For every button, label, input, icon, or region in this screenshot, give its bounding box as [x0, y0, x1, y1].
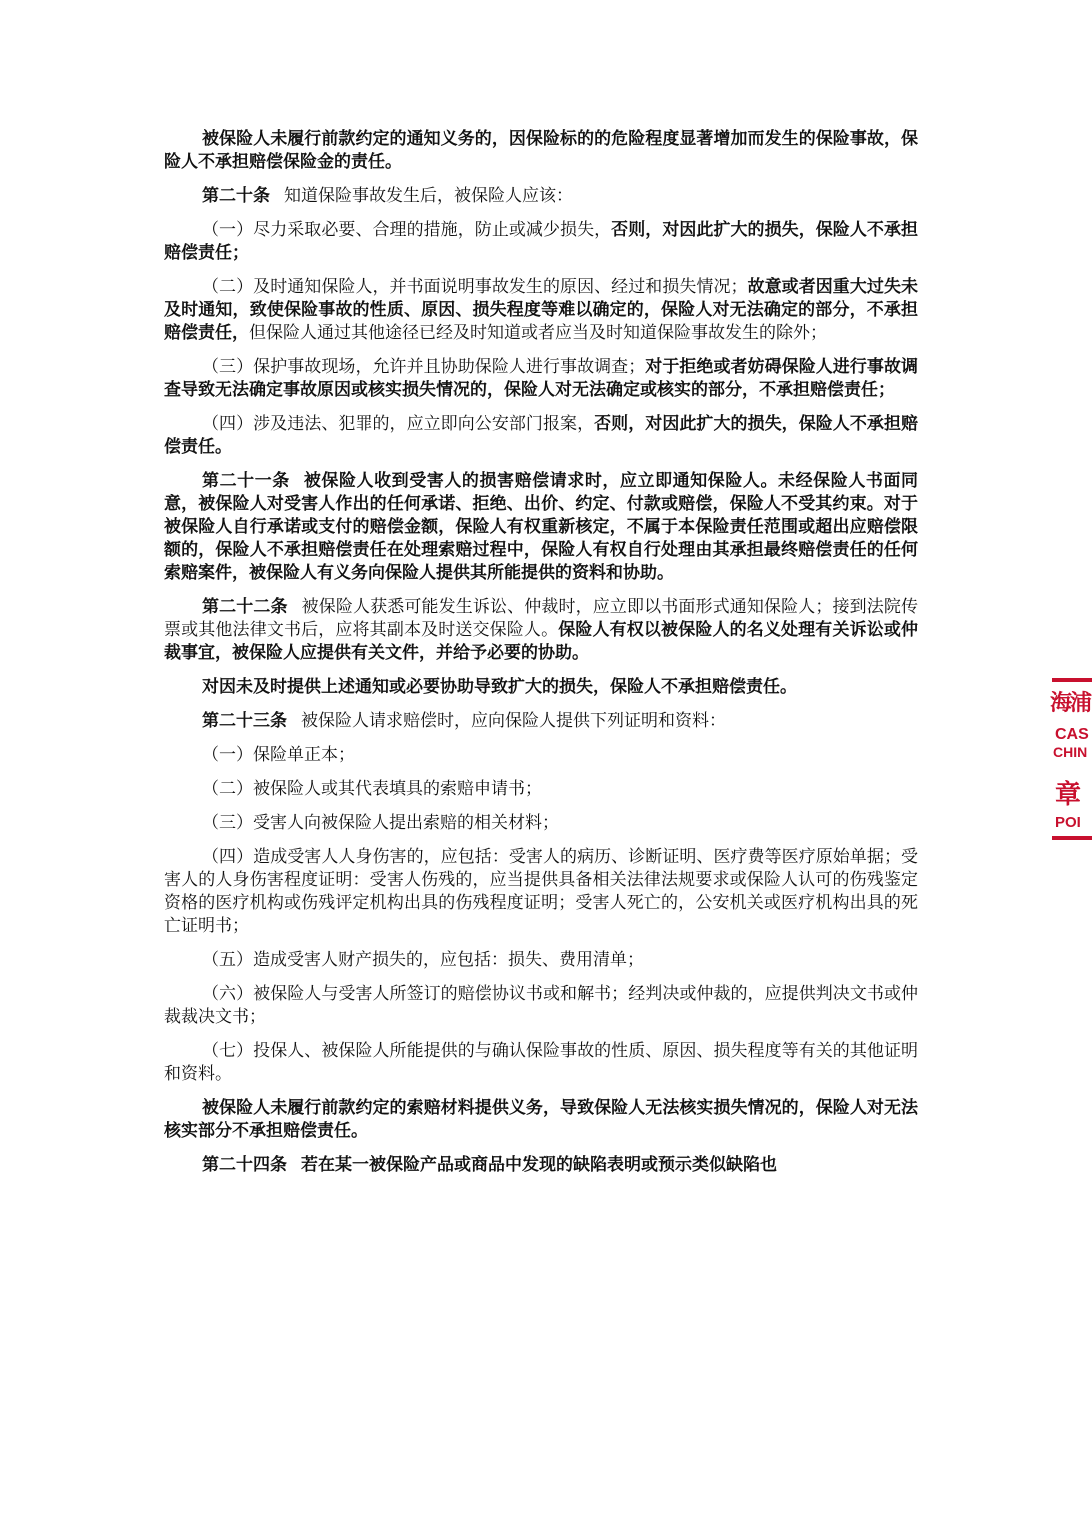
paragraph-tail-text: 但保险人通过其他途径已经及时知道或者应当及时知道保险事故发生的除外；: [249, 323, 827, 343]
article-number: 第二十四条: [202, 1155, 287, 1175]
paragraph-text: （一）保险单正本；: [202, 745, 355, 765]
paragraph: [164, 744, 918, 767]
paragraph-text: （五）造成受害人财产损失的，应包括：损失、费用清单；: [202, 950, 644, 970]
paragraph-bold-text: 被保险人未履行前款约定的通知义务的，因保险标的的危险程度显著增加而发生的保险事故，保险人不承担赔偿保险金的责任。: [164, 129, 918, 172]
paragraph-bold-text: 被保险人未履行前款约定的索赔材料提供义务，导致保险人无法核实损失情况的，保险人对无法核实部分不承担赔偿责任。: [164, 1098, 918, 1141]
paragraph: [164, 1040, 918, 1086]
stamp-english-text: CHIN: [1053, 744, 1088, 760]
paragraph: [164, 949, 918, 972]
paragraph-bold-text: 故意或者因重大过失未及时通知，致使保险事故的性质、原因、损失程度等难以确定的，保险人对无法确定的部分，不承担赔偿责任，: [164, 277, 919, 343]
stamp-english-text: POI: [1055, 814, 1081, 831]
paragraph-text: （七）投保人、被保险人所能提供的与确认保险事故的性质、原因、损失程度等有关的其他证明和资料。: [164, 1041, 918, 1084]
paragraph: [164, 983, 918, 1029]
article-number: 第二十三条: [202, 711, 287, 731]
paragraph-text: （三）保护事故现场，允许并且协助保险人进行事故调查；: [202, 357, 646, 377]
paragraph: [164, 356, 918, 402]
paragraph-bold-text: 对于拒绝或者妨碍保险人进行事故调查导致无法确定事故原因或核实损失情况的，保险人对无法确定或核实的部分，不承担赔偿责任；: [164, 357, 918, 400]
paragraph-text: （六）被保险人与受害人所签订的赔偿协议书或和解书；经判决或仲裁的，应提供判决文书或仲裁裁决文书；: [164, 984, 918, 1027]
paragraph-text: （三）受害人向被保险人提出索赔的相关材料；: [202, 813, 559, 833]
paragraph: [164, 219, 918, 265]
paragraph: [164, 846, 918, 938]
paragraph-text: 被保险人请求赔偿时，应向保险人提供下列证明和资料：: [301, 711, 726, 731]
paragraph-bold-text: 被保险人收到受害人的损害赔偿请求时，应立即通知保险人。未经保险人书面同意，被保险人对受害人作出的任何承诺、拒绝、出价、约定、付款或赔偿，保险人不受其约束。对于被保险人自行承诺或支付的赔偿金额，保险人有权重新核定，不属于本保险责任范围或超出应赔偿限额的，保险人不承担赔偿责任在处理索赔过程中，保险人有权自行处理由其承担最终赔偿责任的任何索赔案件，被保险人有义务向保险人提供其所能提供的资料和协助。: [164, 471, 919, 583]
paragraph: [164, 1154, 918, 1177]
paragraph: [164, 276, 918, 345]
stamp-chinese-char: 章: [1055, 779, 1082, 809]
article-number: 第二十一条: [202, 471, 290, 491]
paragraph-bold-text: 否则，对因此扩大的损失，保险人不承担赔偿责任；: [164, 220, 919, 263]
paragraph-text: （二）及时通知保险人，并书面说明事故发生的原因、经过和损失情况；: [202, 277, 748, 297]
paragraph-bold-text: 对因未及时提供上述通知或必要协助导致扩大的损失，保险人不承担赔偿责任。: [202, 677, 797, 697]
article-number: 第二十条: [202, 186, 270, 206]
paragraph-text: （二）被保险人或其代表填具的索赔申请书；: [202, 779, 542, 799]
paragraph-text: （四）涉及违法、犯罪的，应立即向公安部门报案，: [202, 414, 595, 434]
paragraph-text: （一）尽力采取必要、合理的措施，防止或减少损失，: [202, 220, 612, 240]
paragraph: [164, 470, 918, 585]
paragraph-bold-text: 若在某一被保险产品或商品中发现的缺陷表明或预示类似缺陷也: [301, 1155, 777, 1175]
stamp-border-bottom: [1052, 836, 1092, 840]
stamp-english-text: CAS: [1055, 726, 1089, 743]
paragraph: [164, 812, 918, 835]
paragraph: [164, 1097, 918, 1143]
company-seal-stamp: [1050, 678, 1091, 842]
paragraph: [164, 128, 918, 174]
document-body: [164, 128, 918, 1177]
stamp-border-top: [1052, 678, 1092, 682]
paragraph: [164, 413, 918, 459]
paragraph: [164, 185, 918, 208]
paragraph: [164, 596, 918, 665]
paragraph-bold-text: 否则，对因此扩大的损失，保险人不承担赔偿责任。: [164, 414, 919, 457]
paragraph-text: 被保险人获悉可能发生诉讼、仲裁时，应立即以书面形式通知保险人；接到法院传票或其他法律文书后，应将其副本及时送交保险人。: [164, 597, 918, 640]
article-number: 第二十二条: [202, 597, 288, 617]
paragraph: [164, 710, 918, 733]
paragraph-text: 知道保险事故发生后，被保险人应该：: [284, 186, 573, 206]
paragraph: [164, 778, 918, 801]
paragraph-bold-text: 保险人有权以被保险人的名义处理有关诉讼或仲裁事宜，被保险人应提供有关文件，并给予必要的协助。: [164, 620, 919, 663]
stamp-chinese-text: 海浦: [1050, 690, 1091, 715]
paragraph: [164, 676, 918, 699]
paragraph-text: （四）造成受害人人身伤害的，应包括：受害人的病历、诊断证明、医疗费等医疗原始单据；受害人的人身伤害程度证明：受害人伤残的，应当提供具备相关法律法规要求或保险人认可的伤残鉴定资格的医疗机构或伤残评定机构出具的伤残程度证明；受害人死亡的，公安机关或医疗机构出具的死亡证明书；: [164, 847, 918, 936]
